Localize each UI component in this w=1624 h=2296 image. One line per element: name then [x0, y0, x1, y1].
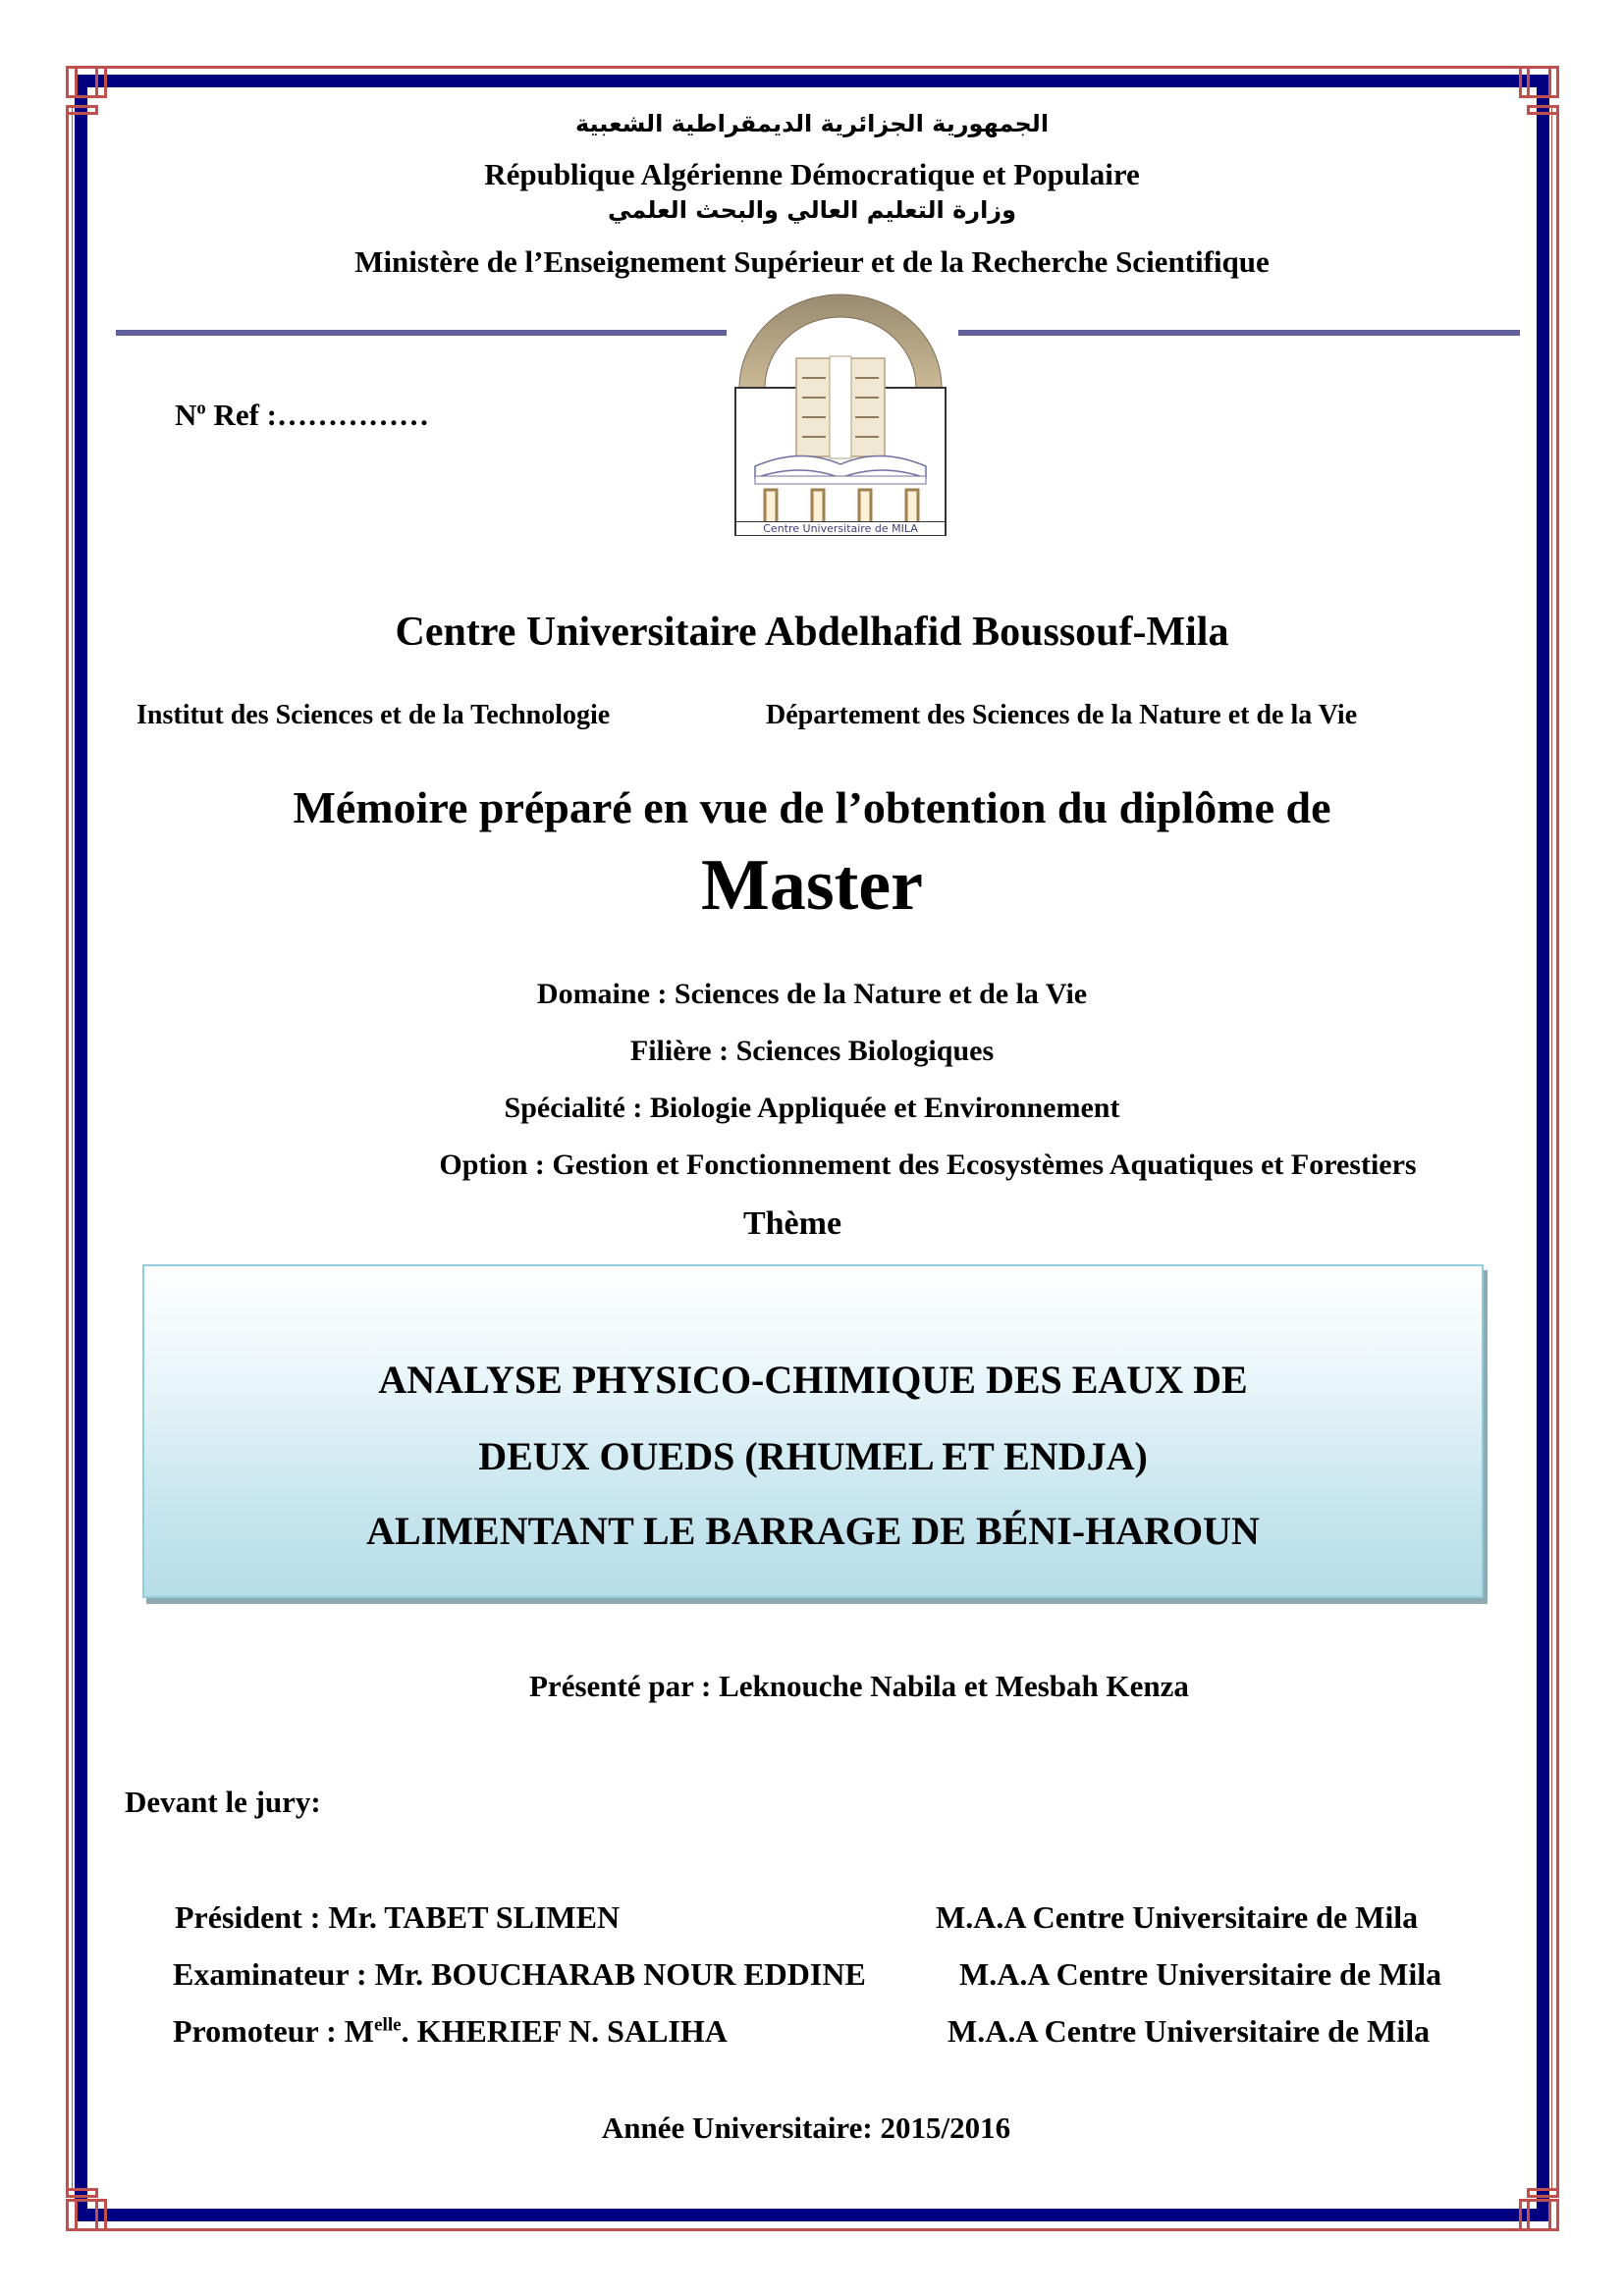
corner-br-b — [1527, 2199, 1559, 2231]
university-logo — [731, 290, 949, 537]
border-red-right — [1556, 105, 1559, 2188]
logo-caption: Centre Universitaire de MILA — [735, 521, 946, 536]
corner-bl-b — [75, 2199, 107, 2231]
corner-tl-b — [75, 66, 107, 98]
arabic-republic-title: الجمهورية الجزائرية الديمقراطية الشعبية — [574, 110, 1050, 137]
jury-affiliation-promoteur: M.A.A Centre Universitaire de Mila — [947, 2013, 1431, 2049]
theme-line-1: ANALYSE PHYSICO-CHIMIQUE DES EAUX DE — [378, 1358, 1248, 1402]
theme-label: Thème — [742, 1205, 842, 1242]
field-specialite: Spécialité : Biologie Appliquée et Environnement — [504, 1092, 1120, 1124]
header-separator-left — [116, 330, 727, 336]
border-red-left-inner — [72, 105, 73, 2188]
border-red-left — [66, 105, 69, 2188]
degree-title: Master — [701, 845, 923, 926]
field-option: Option : Gestion et Fonctionnement des Ecosystèmes Aquatiques et Forestiers — [439, 1148, 1417, 1181]
degree-intro: Mémoire préparé en vue de l’obtention du diplôme de — [293, 782, 1331, 832]
university-building-logo-icon — [731, 290, 949, 537]
border-left-band — [75, 75, 87, 2221]
jury-member-promoteur — [173, 2013, 728, 2050]
jury-affiliation-president: M.A.A Centre Universitaire de Mila — [936, 1899, 1419, 1935]
border-red-right-inner — [1551, 105, 1552, 2188]
theme-line-2: DEUX OUEDS (RHUMEL ET ENDJA) — [478, 1434, 1148, 1478]
border-red-top — [107, 66, 1523, 69]
corner-br-c — [1527, 2188, 1559, 2198]
jury-role-suffix: . KHERIEF N. SALIHA — [401, 2013, 728, 2049]
reference-label-suffix: Ref :…………… — [205, 398, 429, 432]
corner-tr-b — [1527, 66, 1559, 98]
jury-role-prefix: Promoteur : M — [173, 2013, 374, 2049]
presented-by: Présenté par : Leknouche Nabila et Mesbah Kenza — [529, 1669, 1189, 1703]
field-filiere: Filière : Sciences Biologiques — [629, 1035, 995, 1067]
reference-number — [175, 398, 429, 433]
ministry-title: Ministère de l’Enseignement Supérieur et de la Recherche Scientifique — [354, 244, 1270, 279]
border-top-band — [75, 75, 1550, 87]
header-separator-right — [958, 330, 1520, 336]
corner-bl-c — [66, 2188, 98, 2198]
institute-name: Institut des Sciences et de la Technologie — [136, 700, 611, 730]
jury-heading: Devant le jury: — [125, 1785, 321, 1819]
jury-role-name: Examinateur : Mr. BOUCHARAB NOUR EDDINE — [173, 1956, 866, 1992]
border-red-bottom — [107, 2228, 1523, 2231]
theme-line-3: ALIMENTANT LE BARRAGE DE BÉNI-HAROUN — [366, 1509, 1260, 1553]
institution-name: Centre Universitaire Abdelhafid Boussouf-Mila — [395, 610, 1229, 655]
field-domaine: Domaine : Sciences de la Nature et de la Vie — [536, 978, 1088, 1010]
arabic-ministry-title: وزارة التعليم العالي والبحث العلمي — [607, 196, 1017, 224]
jury-role-name: Président : Mr. TABET SLIMEN — [175, 1899, 621, 1935]
academic-year: Année Universitaire: 2015/2016 — [601, 2110, 1011, 2145]
jury-role-sup: elle — [373, 2014, 402, 2036]
jury-affiliation-examinateur: M.A.A Centre Universitaire de Mila — [959, 1956, 1442, 1992]
reference-label-sup: o — [196, 398, 206, 419]
reference-label-prefix: N — [175, 398, 197, 432]
republic-title: République Algérienne Démocratique et Populaire — [484, 157, 1140, 191]
jury-member-examinateur — [173, 1956, 866, 1993]
department-name: Département des Sciences de la Nature et de la Vie — [766, 700, 1358, 730]
jury-member-president — [175, 1899, 620, 1936]
theme-box — [142, 1264, 1484, 1598]
border-bottom-band — [75, 2209, 1550, 2221]
